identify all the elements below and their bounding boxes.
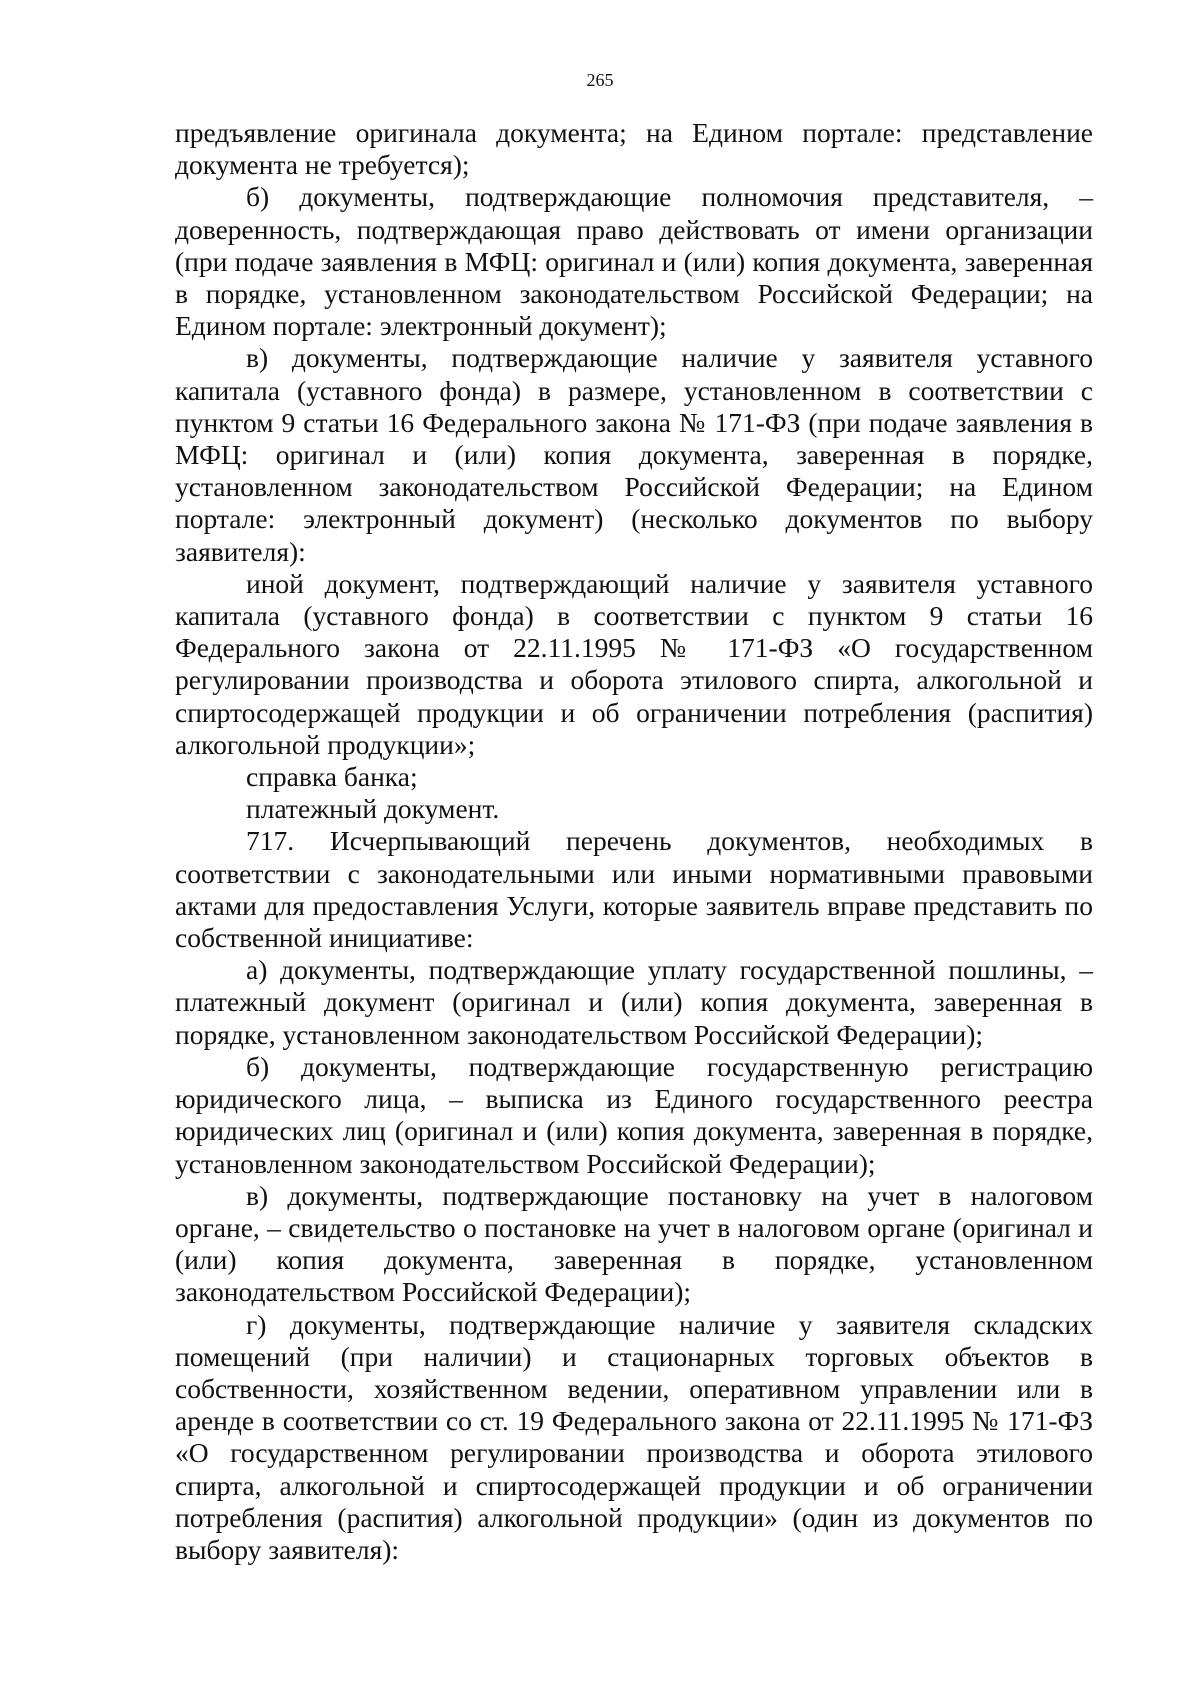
paragraph-717: 717. Исчерпывающий перечень документов, необходимых в соответствии с законодательными или иными нормативными правовыми актами для предоставления Услуги, которые заявитель вправе представить по собственной инициативе: (175, 825, 1093, 954)
paragraph-item-b-representative: б) документы, подтверждающие полномочия представителя, – доверенность, подтверждающая право действовать от имени организации (при подаче заявления в МФЦ: оригинал и (или) копия документа, заверенная в порядке, установленном законодательством Российской Федерации; на Едином портале: электронный документ); (175, 181, 1093, 342)
paragraph-continuation: предъявление оригинала документа; на Едином портале: представление документа не требуется); (175, 117, 1093, 181)
paragraph-other-document: иной документ, подтверждающий наличие у заявителя уставного капитала (уставного фонда) в соответствии с пунктом 9 статьи 16 Федерального закона от 22.11.1995 № 171-ФЗ «О государственном регулировании производства и оборота этилового спирта, алкогольной и спиртосодержащей продукции и об ограничении потребления (распития) алкогольной продукции»; (175, 567, 1093, 760)
page-number: 265 (586, 70, 614, 90)
paragraph-item-g-premises: г) документы, подтверждающие наличие у заявителя складских помещений (при наличии) и стационарных торговых объектов в собственности, хозяйственном ведении, оперативном управлении или в аренде в соответствии со ст. 19 Федерального закона от 22.11.1995 № 171-ФЗ «О государственном регулировании производства и оборота этилового спирта, алкогольной и спиртосодержащей продукции и об ограничении потребления (распития) алкогольной продукции» (один из документов по выбору заявителя): (175, 1308, 1093, 1565)
paragraph-item-v-tax: в) документы, подтверждающие постановку на учет в налоговом органе, – свидетельство о постановке на учет в налоговом органе (оригинал и (или) копия документа, заверенная в порядке, установленном законодательством Российской Федерации); (175, 1179, 1093, 1308)
document-body (175, 117, 1093, 1566)
paragraph-item-b-registration: б) документы, подтверждающие государственную регистрацию юридического лица, – выписка из Единого государственного реестра юридических лиц (оригинал и (или) копия документа, заверенная в порядке, установленном законодательством Российской Федерации); (175, 1050, 1093, 1179)
paragraph-item-a-fee: а) документы, подтверждающие уплату государственной пошлины, – платежный документ (оригинал и (или) копия документа, заверенная в порядке, установленном законодательством Российской Федерации); (175, 954, 1093, 1050)
paragraph-item-v-capital: в) документы, подтверждающие наличие у заявителя уставного капитала (уставного фонда) в размере, установленном в соответствии с пунктом 9 статьи 16 Федерального закона № 171-ФЗ (при подаче заявления в МФЦ: оригинал и (или) копия документа, заверенная в порядке, установленном законодательством Российской Федерации; на Едином портале: электронный документ) (несколько документов по выбору заявителя): (175, 342, 1093, 567)
paragraph-payment-document: платежный документ. (246, 793, 500, 825)
paragraph-bank-statement: справка банка; (246, 761, 418, 793)
